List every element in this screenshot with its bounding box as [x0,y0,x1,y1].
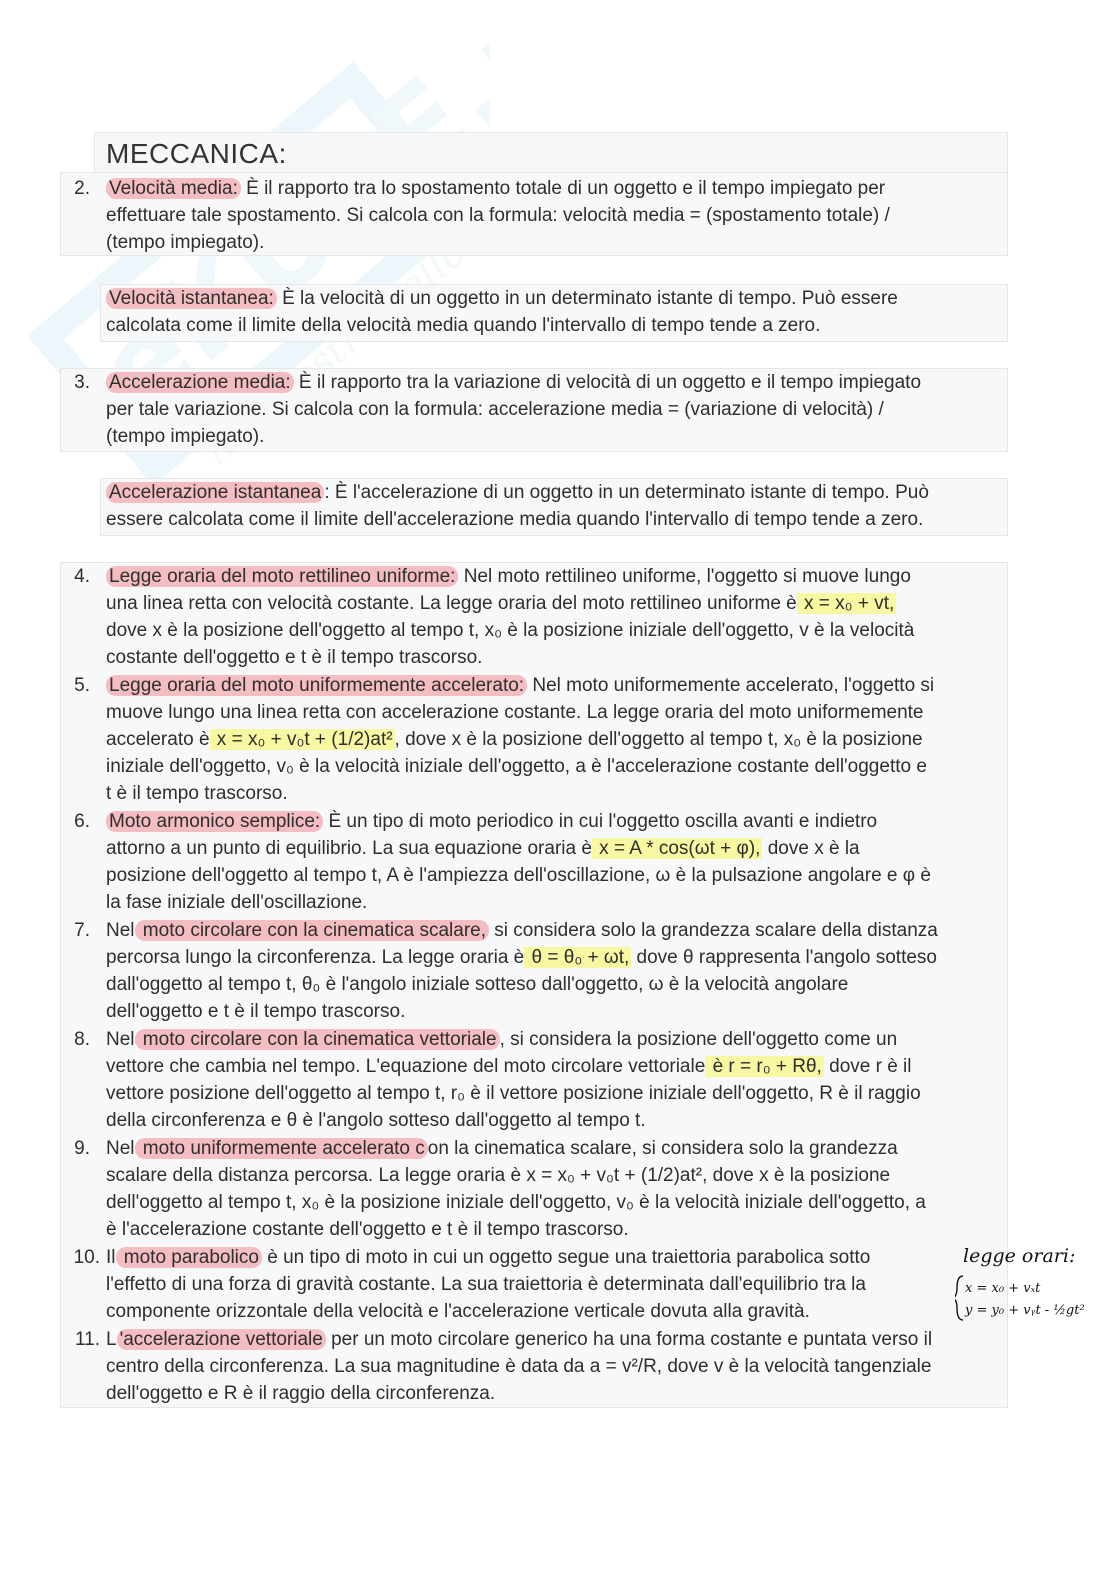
handwritten-note [955,1240,1105,1330]
term-highlight: Legge oraria del moto rettilineo uniforme: [106,566,458,587]
list-item-line: l'effetto di una forza di gravità costante. La sua traiettoria è determinata dall'equilibrio tra la [106,1274,866,1295]
formula-highlight: x = A * cos(ωt + φ), [593,838,761,859]
list-item-line: vettore che cambia nel tempo. L'equazione del moto circolare vettoriale è r = r₀ + Rθ, dove r è il [106,1056,912,1077]
list-item-line: Nel moto circolare con la cinematica vettoriale , si considera la posizione dell'oggetto come un [106,1029,898,1050]
list-item-line: dall'oggetto al tempo t, θ₀ è l'angolo iniziale sotteso dall'oggetto, ω è la velocità angolare [106,974,849,995]
list-item-line: componente orizzontale della velocità e l'accelerazione verticale dovuta alla gravità. [106,1301,810,1322]
list-item-line: calcolata come il limite della velocità media quando l'intervallo di tempo tende a zero. [106,315,821,336]
list-item-line: iniziale dell'oggetto, v₀ è la velocità iniziale dell'oggetto, a è l'accelerazione costante dell'oggetto e [106,756,927,777]
list-number: 8. [74,1029,90,1050]
list-item-line: percorsa lungo la circonferenza. La legge oraria è θ = θ₀ + ωt, dove θ rappresenta l'angolo sotteso [106,947,937,968]
list-item-line: vettore posizione dell'oggetto al tempo t, r₀ è il vettore posizione iniziale dell'oggetto, R è il raggio [106,1083,921,1104]
list-item-line: per tale variazione. Si calcola con la formula: accelerazione media = (variazione di velocità) / [106,399,884,420]
list-item-line: dell'oggetto e R è il raggio della circonferenza. [106,1383,496,1404]
list-number: 5. [74,675,90,696]
list-number: 4. [74,566,90,587]
page-title: MECCANICA: [106,138,287,169]
formula-highlight: è r = r₀ + Rθ, [707,1056,822,1077]
list-item-line: muove lungo una linea retta con accelerazione costante. La legge oraria del moto uniformemente [106,702,924,723]
list-item-line: Il moto parabolico è un tipo di moto in cui un oggetto segue una traiettoria parabolica sotto [106,1247,871,1268]
handwritten-heading: legge orari: [963,1245,1076,1267]
term-highlight: Velocità istantanea: [106,288,277,309]
list-number: 10. [73,1247,100,1268]
list-item-line: Accelerazione media: È il rapporto tra la variazione di velocità di un oggetto e il tempo impiegato [106,369,921,396]
list-item-line: Nel moto circolare con la cinematica scalare, si considera solo la grandezza scalare della distanza [106,920,938,941]
formula-highlight: x = x₀ + vt, [798,593,895,614]
term-highlight: Accelerazione istantanea [106,482,324,503]
list-item-line: una linea retta con velocità costante. La legge oraria del moto rettilineo uniforme è x = x₀ + vt, [106,593,895,614]
list-item-line: dell'oggetto al tempo t, x₀ è la posizione iniziale dell'oggetto, v₀ è la velocità iniziale dell'oggetto, a [106,1192,926,1213]
list-number: 9. [74,1138,90,1159]
list-item-line: scalare della distanza percorsa. La legge oraria è x = x₀ + v₀t + (1/2)at², dove x è la posizione [106,1165,891,1186]
list-item-line: L 'accelerazione vettoriale per un moto circolare generico ha una forma costante e puntata verso il [106,1329,933,1350]
list-item-line: effettuare tale spostamento. Si calcola con la formula: velocità media = (spostamento totale) / [106,205,890,226]
term-highlight: moto circolare con la cinematica scalare, [135,920,489,941]
list-item-line: Velocità istantanea: È la velocità di un oggetto in un determinato istante di tempo. Può essere [106,285,898,312]
term-highlight: moto parabolico [116,1247,262,1268]
list-item-line: (tempo impiegato). [106,232,265,253]
list-item-line: posizione dell'oggetto al tempo t, A è l'ampiezza dell'oscillazione, ω è la pulsazione angolare e φ è [106,865,931,886]
list-item-line: accelerato è x = x₀ + v₀t + (1/2)at² , dove x è la posizione dell'oggetto al tempo t, x₀ è la posizione [106,729,923,750]
term-highlight: Moto armonico semplice: [106,811,323,832]
list-number: 7. [74,920,90,941]
list-item-line: Velocità media: È il rapporto tra lo spostamento totale di un oggetto e il tempo impiegato per [106,175,885,202]
list-item-line: costante dell'oggetto e t è il tempo trascorso. [106,647,483,668]
list-number: 3. [74,372,90,393]
list-item-line: Legge oraria del moto rettilineo uniforme: Nel moto rettilineo uniforme, l'oggetto si muove lungo [106,563,911,590]
list-item-line: (tempo impiegato). [106,426,265,447]
list-item-line: centro della circonferenza. La sua magnitudine è data da a = v²/R, dove v è la velocità tangenziale [106,1356,932,1377]
list-item-line: la fase iniziale dell'oscillazione. [106,892,368,913]
term-highlight: Velocità media: [106,178,241,199]
list-item-line: essere calcolata come il limite dell'accelerazione media quando l'intervallo di tempo tende a zero. [106,509,924,530]
list-item-line: dove x è la posizione dell'oggetto al tempo t, x₀ è la posizione iniziale dell'oggetto, v è la velocità [106,620,915,641]
term-highlight: moto circolare con la cinematica vettoriale [135,1029,500,1050]
list-item-line: Accelerazione istantanea : È l'accelerazione di un oggetto in un determinato istante di tempo. Può [106,479,929,506]
handwritten-eq-y: y = y₀ + vᵧt - ½gt² [965,1303,1085,1318]
list-item-line: dell'oggetto e t è il tempo trascorso. [106,1001,406,1022]
term-highlight: Legge oraria del moto uniformemente accelerato: [106,675,527,696]
formula-highlight: x = x₀ + v₀t + (1/2)at² [211,729,393,750]
list-number: 2. [74,178,90,199]
term-highlight: moto uniformemente accelerato c [135,1138,428,1159]
list-item-line: Nel moto uniformemente accelerato c on la cinematica scalare, si considera solo la grandezza [106,1138,898,1159]
list-item-line: Moto armonico semplice: È un tipo di moto periodico in cui l'oggetto oscilla avanti e indietro [106,808,877,835]
list-number: 11. [74,1329,100,1350]
list-item-line: t è il tempo trascorso. [106,783,288,804]
list-item-line: della circonferenza e θ è l'angolo sotteso dall'oggetto al tempo t. [106,1110,646,1131]
term-highlight: 'accelerazione vettoriale [117,1329,326,1350]
list-number: 6. [74,811,90,832]
list-item-line: è l'accelerazione costante dell'oggetto e t è il tempo trascorso. [106,1219,629,1240]
handwritten-eq-x: x = x₀ + vₓt [965,1281,1041,1296]
formula-highlight: θ = θ₀ + ωt, [526,947,630,968]
list-item-line: attorno a un punto di equilibrio. La sua equazione oraria è x = A * cos(ωt + φ), dove x è la [106,838,860,859]
list-item-line: Legge oraria del moto uniformemente accelerato: Nel moto uniformemente accelerato, l'oggetto si [106,672,934,699]
term-highlight: Accelerazione media: [106,372,294,393]
